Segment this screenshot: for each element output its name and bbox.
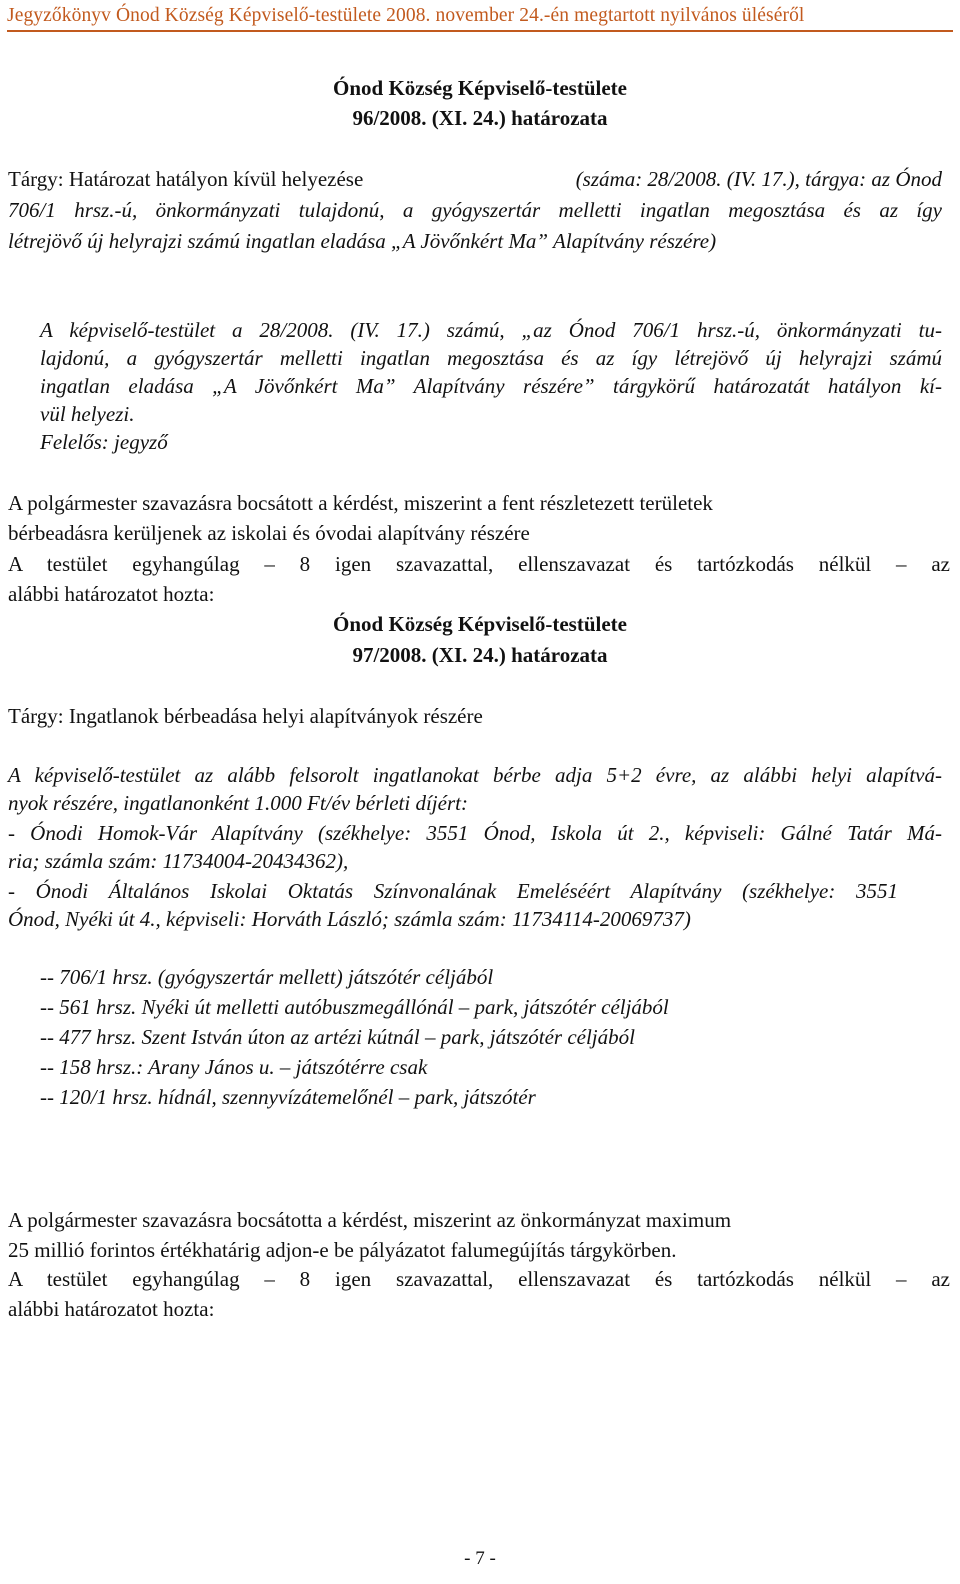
resolution-1-subject-line-2: 706/1 hrsz.-ú, önkormányzati tulajdonú, a gyógyszertár melletti ingatlan megosztása és az így: [8, 198, 942, 222]
resolution-2-number: 97/2008. (XI. 24.) határozata: [352, 643, 608, 667]
resolution-1-text-line-4: vül helyezi.: [40, 402, 135, 426]
property-list-item: -- 706/1 hrsz. (gyógyszertár mellett) játszótér céljából: [40, 965, 494, 989]
property-list-item: -- 158 hrsz.: Arany János u. – játszótérre csak: [40, 1055, 428, 1079]
vote-2-line-3: A testület egyhangúlag – 8 igen szavazattal, ellenszavazat és tartózkodás nélkül – az: [8, 1267, 950, 1291]
vote-2-line-2: 25 millió forintos értékhatárig adjon-e be pályázatot falumegújítás tárgykörben.: [8, 1238, 677, 1262]
resolution-2-text-line-2: nyok részére, ingatlanonként 1.000 Ft/év bérleti díjért:: [8, 791, 468, 815]
resolution-1-subject-line-3: létrejövő új helyrajzi számú ingatlan eladása „A Jövőnkért Ma” Alapítvány részére): [8, 229, 717, 253]
resolution-2-foundation-1-line-1: - Ónodi Homok-Vár Alapítvány (székhelye: 3551 Ónod, Iskola út 2., képviseli: Gálné Tatár Má-: [8, 821, 942, 845]
page-number: - 7 -: [464, 1548, 496, 1569]
vote-1-line-3: A testület egyhangúlag – 8 igen szavazattal, ellenszavazat és tartózkodás nélkül – az: [8, 552, 950, 576]
resolution-1-text-line-3: ingatlan eladása „A Jövőnkért Ma” Alapítvány részére” tárgykörű határozatát hatályon kí-: [40, 374, 942, 398]
resolution-2-body-name: Ónod Község Képviselő-testülete: [333, 612, 627, 636]
vote-1-line-1: A polgármester szavazásra bocsátott a kérdést, miszerint a fent részletezett területek: [8, 491, 713, 515]
resolution-1-responsible: Felelős: jegyző: [40, 430, 168, 454]
resolution-1-number: 96/2008. (XI. 24.) határozata: [352, 106, 608, 130]
resolution-2-foundation-2-line-1: - Ónodi Általános Iskolai Oktatás Színvonalának Emeléséért Alapítvány (székhelye: 3551: [8, 879, 898, 903]
resolution-1-subject: [8, 164, 942, 194]
resolution-2-foundation-1-line-2: ria; számla szám: 11734004-20434362),: [8, 849, 349, 873]
resolution-1-subject-italic: (száma: 28/2008. (IV. 17.), tárgya: az Ónod: [575, 167, 942, 191]
property-list-item: -- 561 hrsz. Nyéki út melletti autóbuszmegállónál – park, játszótér céljából: [40, 995, 669, 1019]
resolution-2-subject: Tárgy: Ingatlanok bérbeadása helyi alapítványok részére: [8, 704, 483, 728]
vote-2-line-1: A polgármester szavazásra bocsátotta a kérdést, miszerint az önkormányzat maximum: [8, 1208, 732, 1232]
property-list-item: -- 477 hrsz. Szent István úton az artézi kútnál – park, játszótér céljából: [40, 1025, 635, 1049]
vote-1-line-4: alábbi határozatot hozta:: [8, 582, 215, 606]
resolution-2-foundation-2-line-2: Ónod, Nyéki út 4., képviseli: Horváth László; számla szám: 11734114-20069737): [8, 907, 691, 931]
document-header: Jegyzőkönyv Ónod Község Képviselő-testülete 2008. november 24.-én megtartott nyilvános üléséről: [7, 5, 953, 32]
vote-1-line-2: bérbeadásra kerüljenek az iskolai és óvodai alapítvány részére: [8, 521, 530, 545]
resolution-2-text-line-1: A képviselő-testület az alább felsorolt ingatlanokat bérbe adja 5+2 évre, az alábbi helyi alapítvá-: [8, 763, 942, 787]
resolution-1-subject-label: Tárgy: Határozat hatályon kívül helyezése: [8, 167, 364, 191]
resolution-1-text-line-1: A képviselő-testület a 28/2008. (IV. 17.) számú, „az Ónod 706/1 hrsz.-ú, önkormányzati tu-: [40, 318, 942, 342]
resolution-1-body-name: Ónod Község Képviselő-testülete: [333, 76, 627, 100]
property-list-item: -- 120/1 hrsz. hídnál, szennyvízátemelőnél – park, játszótér: [40, 1085, 536, 1109]
vote-2-line-4: alábbi határozatot hozta:: [8, 1297, 215, 1321]
resolution-1-text-line-2: lajdonú, a gyógyszertár melletti ingatlan megosztása és az így létrejövő új helyrajzi számú: [40, 346, 942, 370]
